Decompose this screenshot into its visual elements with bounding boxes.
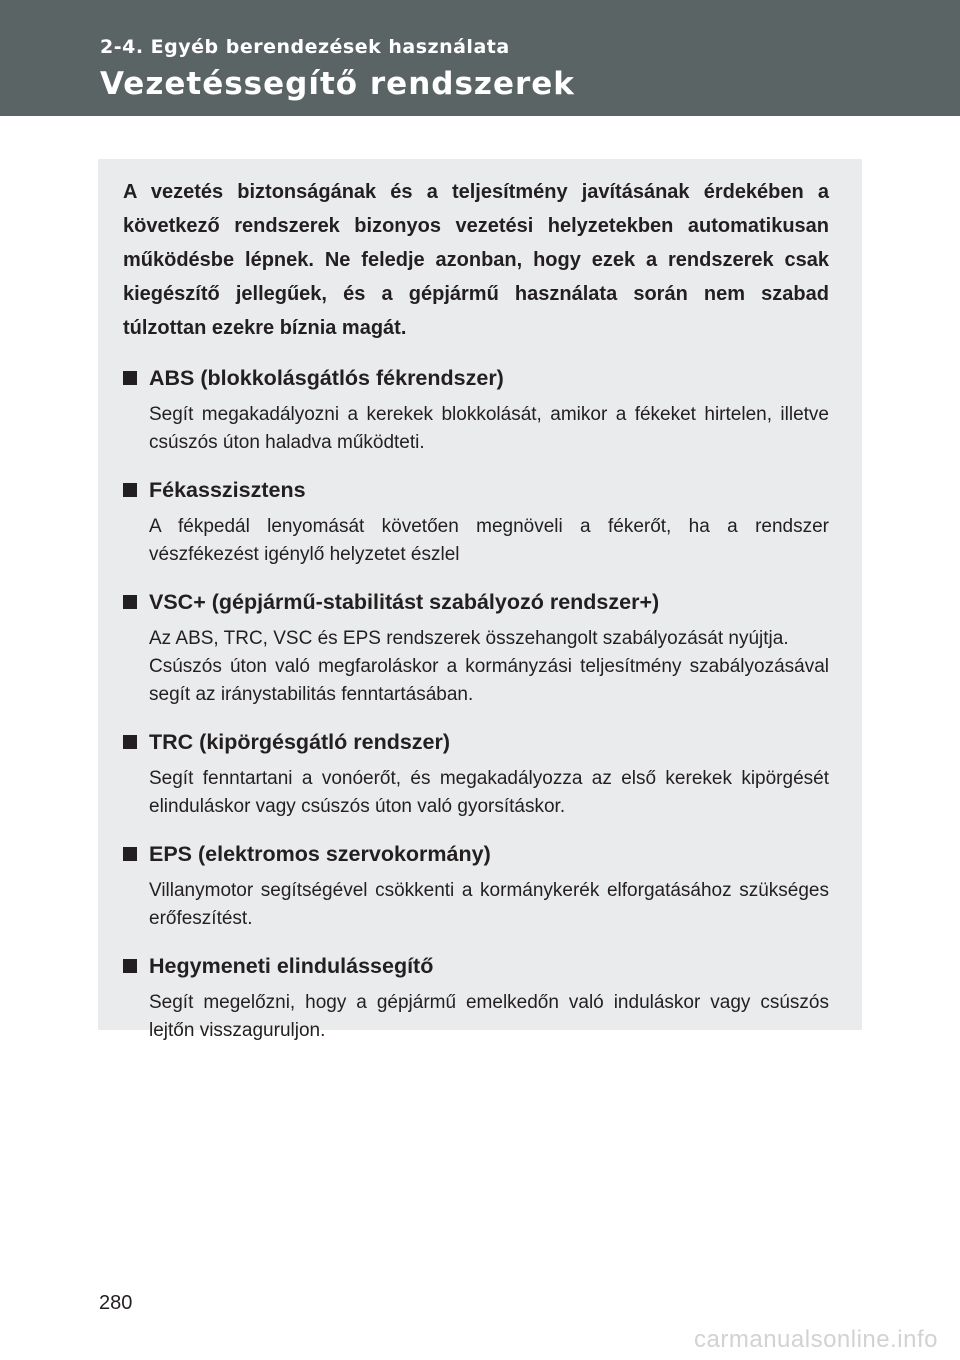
square-bullet-icon [123, 483, 137, 497]
feature-paragraph: Segít fenntartani a vonóerőt, és megakadályozza az első kerekek kipörgését elinduláskor vagy csúszós úton való gyorsításkor. [149, 768, 829, 817]
feature-description [149, 625, 829, 709]
feature-paragraph: A fékpedál lenyomását követően megnöveli a fékerőt, ha a rendszer vészfékezést igénylő helyzetet észlel [149, 516, 829, 565]
header-band [0, 0, 960, 116]
feature-heading-text: VSC+ (gépjármű-stabilitást szabályozó rendszer+) [149, 589, 660, 614]
feature-heading-text: ABS (blokkolásgátlós fékrendszer) [149, 365, 504, 390]
square-bullet-icon [123, 847, 137, 861]
feature-paragraph: Csúszós úton való megfaroláskor a kormányzási teljesítmény szabályozásával segít az iránystabilitás fenntartásában. [149, 656, 829, 705]
square-bullet-icon [123, 959, 137, 973]
page-number: 280 [99, 1292, 133, 1314]
feature-hill-start-assist [123, 951, 829, 1045]
feature-heading [123, 475, 829, 505]
feature-vsc [123, 587, 829, 709]
content-box [98, 159, 862, 1041]
feature-heading-text: Hegymeneti elindulássegítő [149, 953, 434, 978]
feature-paragraph: Villanymotor segítségével csökkenti a kormánykerék elforgatásához szükséges erőfeszítést. [149, 880, 829, 929]
feature-description [149, 765, 829, 821]
feature-heading [123, 839, 829, 869]
feature-description [149, 401, 829, 457]
feature-heading-text: TRC (kipörgésgátló rendszer) [149, 729, 451, 754]
watermark: carmanualsonline.info [694, 1326, 938, 1353]
feature-brake-assist [123, 475, 829, 569]
feature-description [149, 989, 829, 1045]
feature-abs [123, 363, 829, 457]
feature-trc [123, 727, 829, 821]
page-title: Vezetéssegítő rendszerek [100, 66, 575, 102]
square-bullet-icon [123, 595, 137, 609]
feature-paragraph: Az ABS, TRC, VSC és EPS rendszerek összehangolt szabályozását nyújtja. [149, 628, 789, 649]
feature-eps [123, 839, 829, 933]
feature-heading [123, 363, 829, 393]
feature-description [149, 513, 829, 569]
square-bullet-icon [123, 371, 137, 385]
feature-description [149, 877, 829, 933]
square-bullet-icon [123, 735, 137, 749]
section-label: 2-4. Egyéb berendezések használata [100, 36, 510, 58]
feature-heading-text: Fékasszisztens [149, 477, 306, 502]
feature-paragraph: Segít megelőzni, hogy a gépjármű emelkedőn való induláskor vagy csúszós lejtőn visszaguruljon. [149, 992, 829, 1041]
feature-paragraph: Segít megakadályozni a kerekek blokkolását, amikor a fékeket hirtelen, illetve csúszós úton haladva működteti. [149, 404, 829, 453]
feature-heading-text: EPS (elektromos szervokormány) [149, 841, 491, 866]
feature-heading [123, 727, 829, 757]
intro-paragraph: A vezetés biztonságának és a teljesítmény javításának érdekében a következő rendszerek bizonyos vezetési helyzetekben automatikusan működésbe lépnek. Ne feledje azonban, hogy ezek a rendszerek csak kiegészítő jellegűek, és a gépjármű használata során nem szabad túlzottan ezekre bíznia magát. [123, 181, 829, 339]
feature-heading [123, 587, 829, 617]
feature-heading [123, 951, 829, 981]
